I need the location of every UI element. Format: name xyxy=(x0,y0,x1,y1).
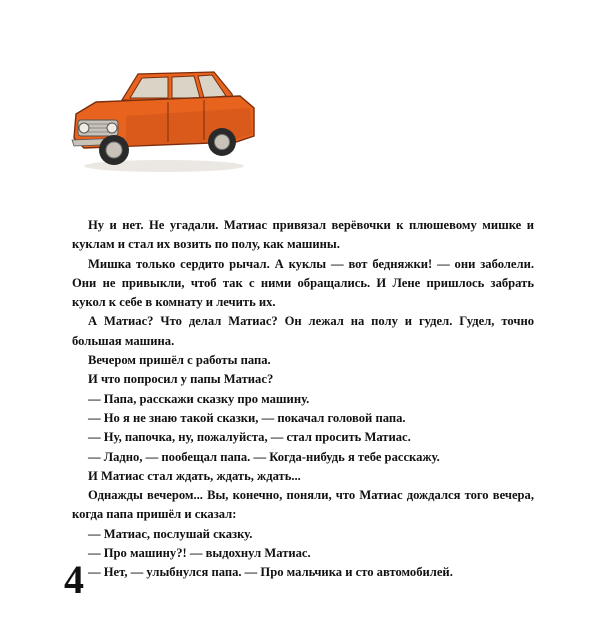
dialogue-line: — Ну, папочка, ну, пожалуйста, — стал просить Матиас. xyxy=(88,430,411,445)
paragraph: Ну и нет. Не угадали. Матиас привязал верёвочки к плюшевому мишке и куклам и стал их возить по полу, как машины. xyxy=(72,218,534,252)
dialogue-line: — Но я не знаю такой сказки, — покачал головой папа. xyxy=(88,410,406,425)
paragraph: И что попросил у папы Матиас? xyxy=(88,372,274,387)
paragraph: Однажды вечером... Вы, конечно, поняли, что Матиас дождался того вечера, когда папа пришёл и сказал: xyxy=(72,488,534,522)
orange-car-illustration xyxy=(64,58,264,178)
story-text xyxy=(72,216,534,583)
dialogue-line: — Матиас, послушай сказку. xyxy=(88,526,253,541)
dialogue-line: — Про машину?! — выдохнул Матиас. xyxy=(88,546,311,561)
paragraph: И Матиас стал ждать, ждать, ждать... xyxy=(88,468,301,483)
paragraph: А Матиас? Что делал Матиас? Он лежал на полу и гудел. Гудел, точно большая машина. xyxy=(72,314,534,348)
dialogue-line: — Нет, — улыбнулся папа. — Про мальчика и сто автомобилей. xyxy=(88,565,453,580)
dialogue-line: — Ладно, — пообещал папа. — Когда-нибудь я тебе расскажу. xyxy=(88,449,440,464)
paragraph: Вечером пришёл с работы папа. xyxy=(88,353,271,368)
dialogue-line: — Папа, расскажи сказку про машину. xyxy=(88,391,310,406)
paragraph: Мишка только сердито рычал. А куклы — вот бедняжки! — они заболели. Они не привыкли, чтоб так с ними обращались. И Лене пришлось забрать кукол к себе в комнату и лечить их. xyxy=(72,256,534,310)
page-number: 4 xyxy=(64,557,84,602)
